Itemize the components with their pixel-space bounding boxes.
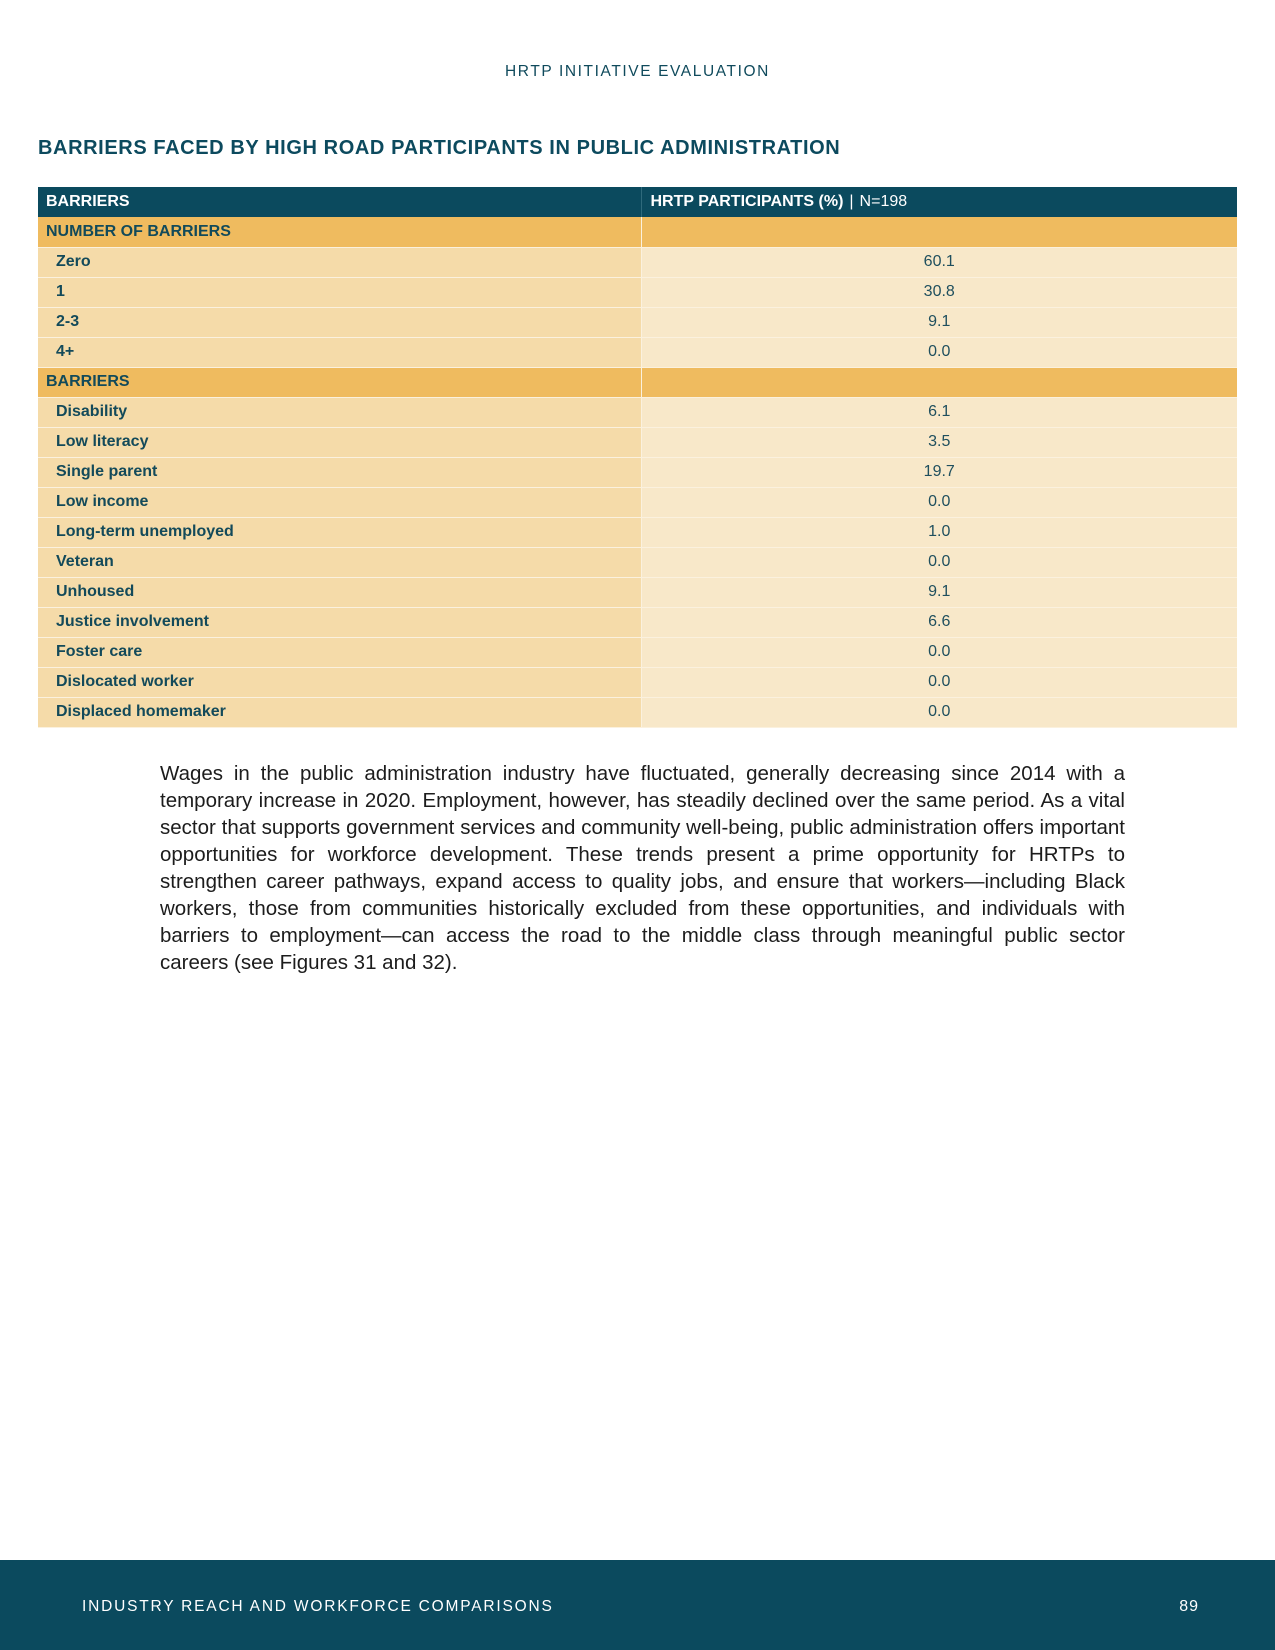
table-row — [38, 517, 1237, 547]
table-row — [38, 547, 1237, 577]
row-label: Displaced homemaker — [38, 697, 641, 727]
table-row — [38, 427, 1237, 457]
section-value-empty — [641, 367, 1237, 397]
table-row — [38, 307, 1237, 337]
row-value: 0.0 — [641, 637, 1237, 667]
row-label: Justice involvement — [38, 607, 641, 637]
row-value: 0.0 — [641, 337, 1237, 367]
table-row — [38, 277, 1237, 307]
row-label: 4+ — [38, 337, 641, 367]
row-label: Veteran — [38, 547, 641, 577]
row-label: 2-3 — [38, 307, 641, 337]
row-label: Unhoused — [38, 577, 641, 607]
section-row-number-of-barriers — [38, 217, 1237, 247]
column-header-barriers: BARRIERS — [38, 187, 641, 217]
table-header-row — [38, 187, 1237, 217]
table-row — [38, 667, 1237, 697]
row-value: 9.1 — [641, 577, 1237, 607]
page-footer — [0, 1560, 1275, 1650]
section-value-empty — [641, 217, 1237, 247]
table-row — [38, 337, 1237, 367]
sample-size-label: N=198 — [859, 193, 908, 210]
row-label: Long-term unemployed — [38, 517, 641, 547]
header-separator: | — [849, 193, 854, 210]
table-title: BARRIERS FACED BY HIGH ROAD PARTICIPANTS IN PUBLIC ADMINISTRATION — [38, 137, 841, 159]
row-value: 6.6 — [641, 607, 1237, 637]
table-row — [38, 247, 1237, 277]
table-row — [38, 607, 1237, 637]
row-value: 6.1 — [641, 397, 1237, 427]
table-row — [38, 577, 1237, 607]
row-value: 3.5 — [641, 427, 1237, 457]
row-value: 0.0 — [641, 667, 1237, 697]
section-label: BARRIERS — [38, 367, 641, 397]
row-value: 0.0 — [641, 697, 1237, 727]
row-value: 19.7 — [641, 457, 1237, 487]
table-row — [38, 487, 1237, 517]
row-label: 1 — [38, 277, 641, 307]
row-value: 30.8 — [641, 277, 1237, 307]
row-label: Foster care — [38, 637, 641, 667]
table-row — [38, 457, 1237, 487]
row-value: 0.0 — [641, 487, 1237, 517]
running-header: HRTP INITIATIVE EVALUATION — [505, 63, 770, 80]
participants-label: HRTP PARTICIPANTS (%) — [650, 193, 844, 210]
row-label: Low literacy — [38, 427, 641, 457]
section-label: NUMBER OF BARRIERS — [38, 217, 641, 247]
footer-section-title: INDUSTRY REACH AND WORKFORCE COMPARISONS — [82, 1598, 554, 1615]
section-row-barriers — [38, 367, 1237, 397]
column-header-participants — [641, 187, 1237, 217]
row-label: Low income — [38, 487, 641, 517]
table-row — [38, 637, 1237, 667]
row-value: 9.1 — [641, 307, 1237, 337]
row-value: 1.0 — [641, 517, 1237, 547]
row-label: Zero — [38, 247, 641, 277]
barriers-table — [38, 187, 1237, 728]
body-paragraph: Wages in the public administration industry have fluctuated, generally decreasing since 2014 with a temporary increase in 2020. Employment, however, has steadily declined over the same period. As a vital sector that supports government services and community well-being, public administration offers important opportunities for workforce development. These trends present a prime opportunity for HRTPs to strengthen career pathways, expand access to quality jobs, and ensure that workers—including Black workers, those from communities historically excluded from these opportunities, and individuals with barriers to employment—can access the road to the middle class through meaningful public sector careers (see Figures 31 and 32). — [160, 762, 1125, 974]
row-label: Single parent — [38, 457, 641, 487]
row-label: Disability — [38, 397, 641, 427]
table-row — [38, 397, 1237, 427]
page-number: 89 — [1179, 1598, 1199, 1615]
row-value: 60.1 — [641, 247, 1237, 277]
row-label: Dislocated worker — [38, 667, 641, 697]
row-value: 0.0 — [641, 547, 1237, 577]
table-row — [38, 697, 1237, 727]
